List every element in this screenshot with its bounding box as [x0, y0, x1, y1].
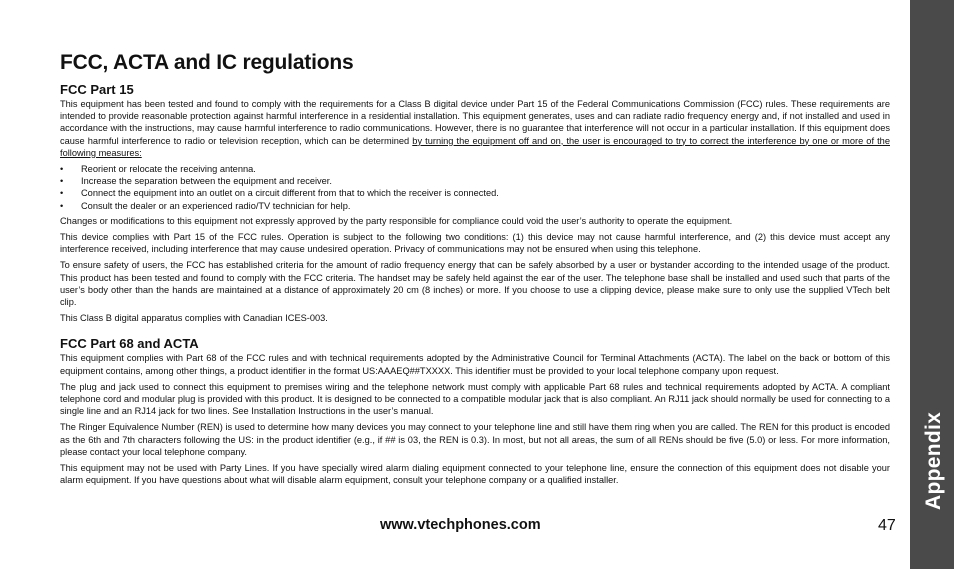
- paragraph: This Class B digital apparatus complies with Canadian ICES-003.: [60, 313, 328, 324]
- paragraph: This equipment may not be used with Party Lines. If you have specially wired alarm dialing equipment connected to your telephone line, ensure the connection of this equipment does not disable your alarm equipment. If you have questions about what will disable alarm equipment, consult your telephone company or a qualified installer.: [60, 463, 890, 486]
- interference-measures-list: [60, 163, 890, 212]
- part-15-intro-emphasis: by turning the equipment off and on, the user is encouraged to try to correct the interference by one or more of the following measures:: [60, 135, 890, 158]
- section-fcc-part-68: [60, 336, 890, 486]
- page-number: 47: [878, 517, 896, 534]
- list-item: • Increase the separation between the equipment and receiver.: [81, 175, 890, 187]
- page-title: FCC, ACTA and IC regulations: [60, 51, 354, 74]
- paragraph: The plug and jack used to connect this equipment to premises wiring and the telephone network must comply with applicable Part 68 rules and technical requirements adopted by ACTA. A compliant telephone cord and modular plug is provided with this product. It is designed to be connected to a compatible modular jack that is also compliant. An RJ11 jack should normally be used for connecting to a single line and an RJ14 jack for two lines. See Installation Instructions in the user’s manual.: [60, 381, 890, 417]
- part-15-intro-text: This equipment has been tested and found to comply with the requirements for a Class B digital device under Part 15 of the Federal Communications Commission (FCC) rules. These requirements are intended to provide reasonable protection against harmful interference in a residential installation. This equipment generates, uses and can radiate radio frequency energy and, if not installed and used in accordance with the instructions, may cause harmful interference to radio communications. However, there is no guarantee that interference will not occur in a particular installation. If this equipment does cause harmful interference to radio or television reception, which can be determined: [60, 99, 890, 146]
- paragraph: Changes or modifications to this equipment not expressly approved by the party responsible for compliance could void the user’s authority to operate the equipment.: [60, 215, 733, 226]
- list-item: • Connect the equipment into an outlet on a circuit different from that to which the receiver is connected.: [81, 187, 890, 199]
- page-content: [60, 52, 890, 490]
- part-15-intro-paragraph: [60, 98, 890, 159]
- list-item: • Reorient or relocate the receiving antenna.: [81, 163, 890, 175]
- section-heading-part-15: FCC Part 15: [60, 82, 134, 97]
- paragraph: This device complies with Part 15 of the FCC rules. Operation is subject to the following two conditions: (1) this device may not cause harmful interference, and (2) this device must accept any interference received, including interference that may cause undesired operation. Privacy of communications may not be ensured when using this telephone.: [60, 232, 890, 255]
- section-fcc-part-15: [60, 82, 890, 324]
- section-heading-part-68: FCC Part 68 and ACTA: [60, 336, 199, 352]
- paragraph: The Ringer Equivalence Number (REN) is used to determine how many devices you may connect to your telephone line and still have them ring when you are called. The REN for this product is encoded as the 6th and 7th characters following the US: in the product identifier (e.g., if ## is 03, the REN is 0.3). In most, but not all areas, the sum of all RENs should be five (5.0) or less. For more information, please contact your local telephone company.: [60, 422, 890, 457]
- paragraph: To ensure safety of users, the FCC has established criteria for the amount of radio frequency energy that can be safely absorbed by a user or bystander according to the intended usage of the product. This product has been tested and found to comply with the FCC criteria. The handset may be safely held against the ear of the user. The telephone base shall be installed and used such that parts of the user’s body other than the hands are maintained at a distance of approximately 20 cm (8 inches) or more. If you choose to use a clipping device, please make sure to only use the supplied VTech belt clip.: [60, 260, 890, 308]
- appendix-side-tab-label: Appendix: [922, 411, 945, 510]
- list-item: • Consult the dealer or an experienced radio/TV technician for help.: [81, 200, 890, 212]
- paragraph: This equipment complies with Part 68 of the FCC rules and with technical requirements adopted by the Administrative Council for Terminal Attachments (ACTA). The label on the back or bottom of this equipment contains, among other things, a product identifier in the format US:AAAEQ##TXXXX. This identifier must be provided to your local telephone company upon request.: [60, 353, 890, 376]
- footer-website-url: www.vtechphones.com: [380, 517, 541, 533]
